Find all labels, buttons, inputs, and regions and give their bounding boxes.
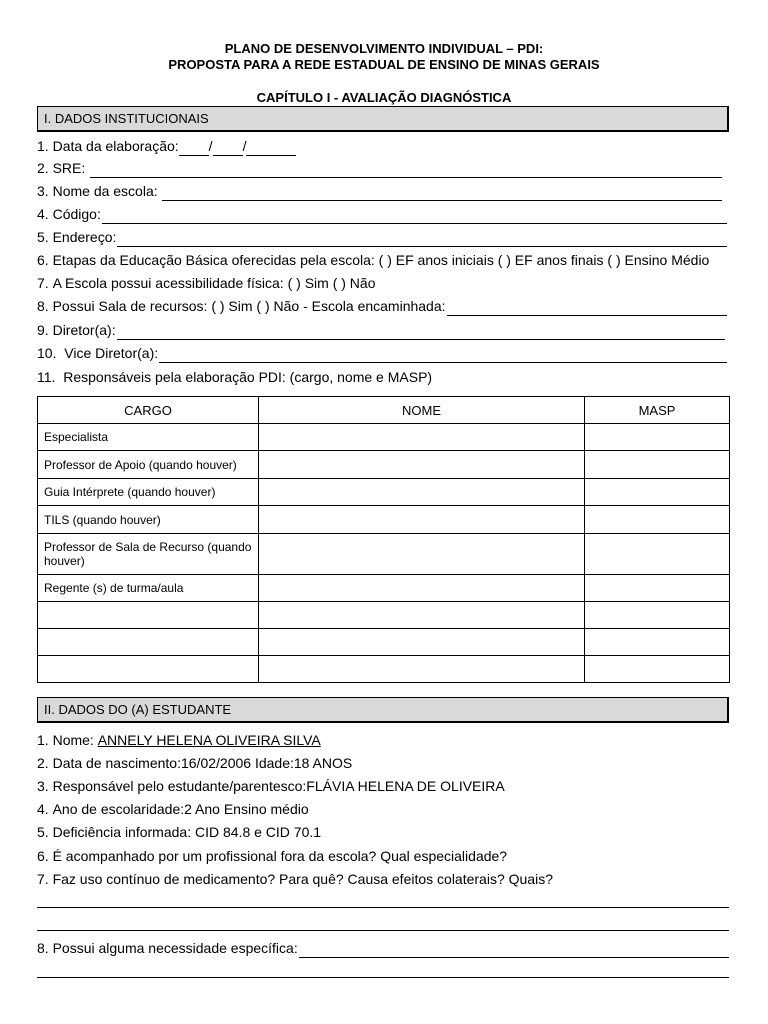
field-label: Deficiência informada: CID 84.8 e CID 70.1 [52, 824, 322, 840]
field-label: Responsáveis pela elaboração PDI: (cargo, nome e MASP) [63, 369, 433, 385]
item-number: 8. [37, 298, 49, 314]
field-date [37, 136, 729, 156]
cargo-cell[interactable] [38, 629, 259, 656]
item-number: 2. [37, 160, 49, 176]
item-number: 3. [37, 778, 49, 794]
document-title-line2: PROPOSTA PARA A REDE ESTADUAL DE ENSINO DE MINAS GERAIS [168, 57, 600, 72]
code-blank[interactable] [102, 208, 727, 224]
field-responsibles [37, 367, 729, 387]
responsibles-table [37, 396, 730, 683]
field-guardian [37, 776, 729, 796]
field-resource-room [37, 296, 727, 316]
field-label: É acompanhado por um profissional fora da escola? Qual especialidade? [52, 848, 508, 864]
field-medication [37, 869, 729, 889]
item-number: 9. [37, 322, 49, 338]
field-label: Responsável pelo estudante/parentesco:FLÁVIA HELENA DE OLIVEIRA [52, 778, 505, 794]
director-blank[interactable] [117, 324, 725, 340]
field-education-stages [37, 250, 729, 270]
field-label: Data da elaboração: [52, 138, 179, 154]
table-row [38, 451, 730, 479]
item-number: 5. [37, 824, 49, 840]
nome-cell[interactable] [259, 451, 585, 479]
item-number: 7. [37, 275, 49, 291]
field-label: A Escola possui acessibilidade física: ( ) Sim ( ) Não [52, 275, 376, 291]
referred-school-blank[interactable] [447, 300, 727, 316]
field-label: Nome: [52, 732, 94, 748]
vice-director-blank[interactable] [159, 347, 727, 363]
masp-cell[interactable] [585, 479, 730, 506]
section-institutional-header: I. DADOS INSTITUCIONAIS [37, 106, 729, 132]
student-name-value: ANNELY HELENA OLIVEIRA SILVA [97, 732, 321, 748]
field-sre [37, 158, 722, 178]
table-row [38, 656, 730, 683]
item-number: 2. [37, 755, 49, 771]
field-school-name [37, 181, 722, 201]
field-label: Possui alguma necessidade específica: [52, 940, 298, 956]
field-label: Etapas da Educação Básica oferecidas pela escola: ( ) EF anos iniciais ( ) EF anos finais ( ) Ensino Médio [52, 252, 710, 268]
field-label: Possui Sala de recursos: ( ) Sim ( ) Não - Escola encaminhada: [52, 298, 446, 314]
field-label: SRE: [52, 160, 86, 176]
masp-cell[interactable] [585, 506, 730, 534]
masp-cell[interactable] [585, 656, 730, 683]
table-row [38, 534, 730, 575]
table-row [38, 602, 730, 629]
cargo-cell: Professor de Sala de Recurso (quando houver) [38, 534, 259, 575]
section-student-header: II. DADOS DO (A) ESTUDANTE [37, 697, 729, 723]
field-student-name [37, 730, 729, 750]
field-label: Código: [52, 206, 101, 222]
item-number: 3. [37, 183, 49, 199]
field-external-professional [37, 846, 729, 866]
masp-cell[interactable] [585, 629, 730, 656]
nome-cell[interactable] [259, 424, 585, 451]
cargo-cell: Professor de Apoio (quando houver) [38, 451, 259, 479]
field-vice-director [37, 343, 727, 363]
item-number: 1. [37, 732, 49, 748]
cargo-cell: Especialista [38, 424, 259, 451]
masp-cell[interactable] [585, 424, 730, 451]
masp-cell[interactable] [585, 602, 730, 629]
field-address [37, 227, 727, 247]
nome-cell[interactable] [259, 629, 585, 656]
nome-cell[interactable] [259, 479, 585, 506]
date-day-blank[interactable] [179, 140, 209, 156]
item-number: 4. [37, 801, 49, 817]
field-disability [37, 822, 729, 842]
field-label: Data de nascimento:16/02/2006 Idade:18 ANOS [52, 755, 353, 771]
item-number: 5. [37, 229, 49, 245]
item-number: 11. [37, 369, 56, 385]
item-number: 6. [37, 252, 49, 268]
document-title-line1: PLANO DE DESENVOLVIMENTO INDIVIDUAL – PDI: [224, 41, 544, 56]
date-year-blank[interactable] [246, 140, 296, 156]
column-header-masp: MASP [585, 397, 730, 424]
cargo-cell: Regente (s) de turma/aula [38, 575, 259, 602]
cargo-cell[interactable] [38, 602, 259, 629]
table-row [38, 629, 730, 656]
nome-cell[interactable] [259, 534, 585, 575]
cargo-cell[interactable] [38, 656, 259, 683]
masp-cell[interactable] [585, 451, 730, 479]
item-number: 7. [37, 871, 49, 887]
field-specific-need [37, 938, 729, 958]
chapter-title: CAPÍTULO I - AVALIAÇÃO DIAGNÓSTICA [256, 90, 512, 105]
field-school-year [37, 799, 729, 819]
field-label: Vice Diretor(a): [64, 345, 159, 361]
specific-need-answer-line[interactable] [37, 977, 729, 978]
item-number: 1. [37, 138, 49, 154]
date-month-blank[interactable] [213, 140, 243, 156]
column-header-cargo: CARGO [38, 397, 259, 424]
cargo-cell: TILS (quando houver) [38, 506, 259, 534]
nome-cell[interactable] [259, 575, 585, 602]
item-number: 8. [37, 940, 49, 956]
field-accessibility [37, 273, 729, 293]
specific-need-blank[interactable] [299, 942, 729, 958]
table-row [38, 424, 730, 451]
field-label: Nome da escola: [52, 183, 158, 199]
sre-blank[interactable] [90, 162, 722, 178]
school-name-blank[interactable] [162, 185, 722, 201]
field-birth-date [37, 753, 729, 773]
field-label: Ano de escolaridade:2 Ano Ensino médio [52, 801, 309, 817]
cargo-cell: Guia Intérprete (quando houver) [38, 479, 259, 506]
table-row [38, 506, 730, 534]
field-label: Faz uso contínuo de medicamento? Para quê? Causa efeitos colaterais? Quais? [52, 871, 553, 887]
table-row [38, 575, 730, 602]
column-header-nome: NOME [259, 397, 585, 424]
address-blank[interactable] [117, 231, 727, 247]
item-number: 10. [37, 345, 57, 361]
field-code [37, 204, 727, 224]
medication-answer-line[interactable] [37, 930, 729, 931]
masp-cell[interactable] [585, 534, 730, 575]
masp-cell[interactable] [585, 575, 730, 602]
field-label: Diretor(a): [52, 322, 116, 338]
table-row [38, 479, 730, 506]
field-label: Endereço: [52, 229, 117, 245]
item-number: 4. [37, 206, 49, 222]
nome-cell[interactable] [259, 602, 585, 629]
nome-cell[interactable] [259, 656, 585, 683]
item-number: 6. [37, 848, 49, 864]
field-director [37, 320, 725, 340]
medication-answer-line[interactable] [37, 907, 729, 908]
nome-cell[interactable] [259, 506, 585, 534]
date-separator: / [242, 138, 247, 154]
date-separator: / [208, 138, 213, 154]
